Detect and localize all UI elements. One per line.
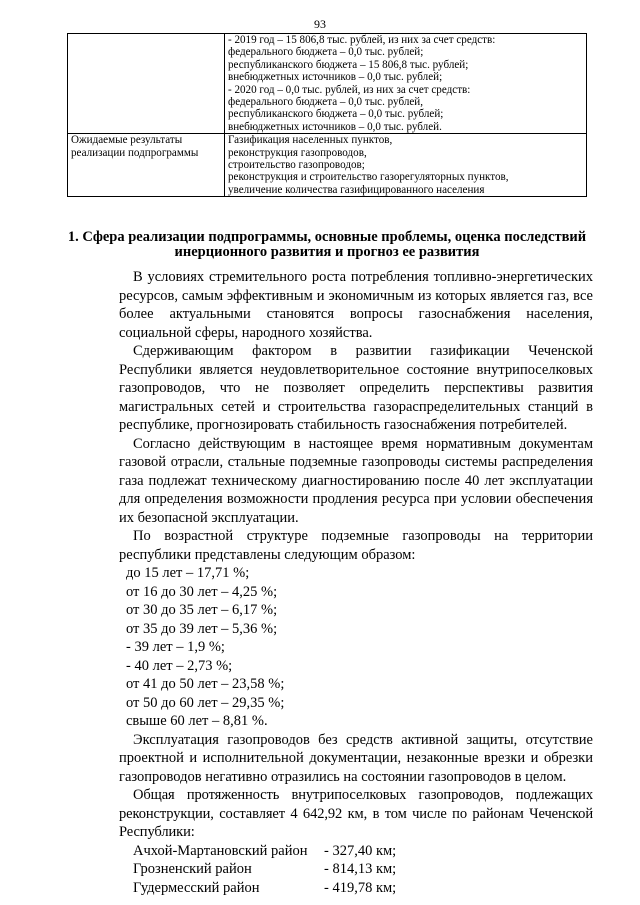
table-line: республиканского бюджета – 0,0 тыс. рублей;: [228, 108, 444, 121]
section-heading: 1. Сфера реализации подпрограммы, основные проблемы, оценка последствий инерционного развития и прогноз ее развития: [67, 229, 587, 260]
list-item: от 16 до 30 лет – 4,25 %;: [126, 583, 278, 600]
district-row: [119, 842, 593, 861]
table-line: внебюджетных источников – 0,0 тыс. рублей.: [228, 120, 442, 133]
table-line: реконструкция газопроводов,: [228, 146, 367, 159]
table-line: федерального бюджета – 0,0 тыс. рублей,: [228, 96, 423, 109]
table-line: внебюджетных источников – 0,0 тыс. рублей;: [228, 71, 443, 84]
funding-table: [67, 33, 587, 197]
paragraph: Согласно действующим в настоящее время нормативным документам газовой отрасли, стальные подземные газопроводы системы распределения газа подлежат техническому диагностированию после 40 лет эксплуатации для определения возможности продления ресурса при условии обеспечения их безопасной эксплуатации.: [119, 435, 593, 526]
paragraph: В условиях стремительного роста потребления топливно-энергетических ресурсов, самым эффективным и экономичным из которых является газ, все более актуальными становятся вопросы газоснабжения населения, социальной сферы, народного хозяйства.: [119, 269, 593, 341]
paragraph: Общая протяженность внутрипоселковых газопроводов, подлежащих реконструкции, составляет 4 642,92 км, в том числе по районам Чеченской Республики:: [119, 787, 593, 840]
district-value: - 327,40 км;: [324, 842, 397, 859]
district-value: - 419,78 км;: [324, 879, 397, 896]
district-value: - 814,13 км;: [324, 861, 397, 877]
table-row: [68, 134, 587, 197]
list-item: - 40 лет – 2,73 %;: [126, 657, 233, 674]
table-line: - 2020 год – 0,0 тыс. рублей, из них за счет средств:: [228, 83, 471, 96]
table-cell-label: Ожидаемые результаты реализации подпрограммы: [68, 134, 225, 197]
page-number: 93: [314, 17, 326, 31]
table-line: Газификация населенных пунктов,: [228, 134, 393, 147]
district-row: [119, 860, 593, 879]
list-item: от 30 до 35 лет – 6,17 %;: [126, 602, 278, 618]
list-item: до 15 лет – 17,71 %;: [126, 565, 250, 581]
table-line: республиканского бюджета – 15 806,8 тыс. рублей;: [228, 58, 469, 71]
table-cell-label: [68, 34, 225, 134]
table-line: федерального бюджета – 0,0 тыс. рублей;: [228, 46, 424, 59]
table-cell-funding: [225, 34, 587, 134]
list-item: от 50 до 60 лет – 29,35 %;: [126, 694, 285, 711]
list-item: от 41 до 50 лет – 23,58 %;: [126, 676, 285, 692]
table-row: [68, 34, 587, 134]
list-item: свыше 60 лет – 8,81 %.: [126, 713, 268, 729]
district-row: [119, 879, 593, 898]
district-name: Грозненский район: [133, 861, 252, 877]
table-line: - 2019 год – 15 806,8 тыс. рублей, из них за счет средств:: [228, 34, 496, 46]
paragraph: Эксплуатация газопроводов без средств активной защиты, отсутствие проектной и исполнительной документации, незаконные врезки и обрезки газопроводов негативно отразились на состоянии газопроводов в целом.: [119, 731, 593, 785]
paragraph: Сдерживающим фактором в развитии газификации Чеченской Республики является неудовлетворительное состояние внутрипоселковых газопроводов, что не позволяет определить перспективы развития магистральных сетей и строительства газораспределительных станций в республике, прогнозировать стабильность газоснабжения потребителей.: [119, 343, 593, 433]
district-name: Гудермесский район: [133, 879, 260, 896]
list-item: - 39 лет – 1,9 %;: [126, 639, 225, 655]
table-cell-results: [225, 134, 587, 197]
district-name: Ачхой-Мартановский район: [133, 842, 308, 859]
table-line: увеличение количества газифицированного населения: [228, 183, 485, 196]
list-item: от 35 до 39 лет – 5,36 %;: [126, 620, 278, 637]
table-line: строительство газопроводов;: [228, 159, 365, 172]
table-line: реконструкция и строительство газорегуляторных пунктов,: [228, 171, 509, 184]
document-body: [119, 268, 593, 897]
paragraph: По возрастной структуре подземные газопроводы на территории республики представлены следующим образом:: [119, 528, 593, 563]
